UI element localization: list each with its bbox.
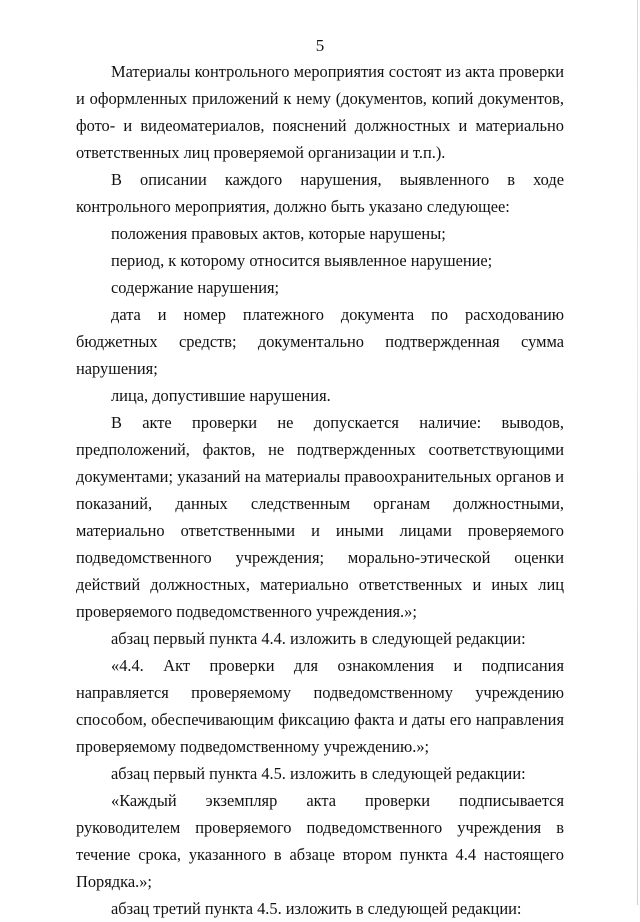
document-body xyxy=(76,58,564,922)
list-item-period: период, к которому относится выявленное нарушение; xyxy=(111,251,493,270)
paragraph-violation-description: В описании каждого нарушения, выявленного в ходе контрольного мероприятия, должно быть указано следующее: xyxy=(76,170,564,216)
paragraph-act-restrictions: В акте проверки не допускается наличие: выводов, предположений, фактов, не подтвержденных соответствующими документами; указаний на материалы правоохранительных органов и показаний, данных следственным органам должностными, материально ответственными и иными лицами проверяемого подведомственного учреждения; морально-этической оценки действий должностных, материально ответственных и иных лиц проверяемого подведомственного учреждения.»; xyxy=(76,413,564,621)
list-item-legal-acts: положения правовых актов, которые нарушены; xyxy=(111,224,446,243)
page-number: 5 xyxy=(315,36,325,55)
paragraph-amend-4-5-third: абзац третий пункта 4.5. изложить в следующей редакции: xyxy=(111,899,522,918)
paragraph-amend-4-4: абзац первый пункта 4.4. изложить в следующей редакции: xyxy=(111,629,526,648)
paragraph-amend-4-5-first: абзац первый пункта 4.5. изложить в следующей редакции: xyxy=(111,764,526,783)
paragraph-quote-4-5: «Каждый экземпляр акта проверки подписывается руководителем проверяемого подведомственного учреждения в течение срока, указанного в абзаце втором пункта 4.4 настоящего Порядка.»; xyxy=(76,791,564,891)
list-item-payment-document: дата и номер платежного документа по расходованию бюджетных средств; документально подтвержденная сумма нарушения; xyxy=(76,305,564,378)
paragraph-quote-4-4: «4.4. Акт проверки для ознакомления и подписания направляется проверяемому подведомственному учреждению способом, обеспечивающим фиксацию факта и даты его направления проверяемому подведомственному учреждению.»; xyxy=(76,656,564,756)
paragraph-materials: Материалы контрольного мероприятия состоят из акта проверки и оформленных приложений к нему (документов, копий документов, фото- и видеоматериалов, пояснений должностных и материально ответственных лиц проверяемой организации и т.п.). xyxy=(76,62,564,162)
scan-edge xyxy=(637,0,638,905)
list-item-content: содержание нарушения; xyxy=(111,278,280,297)
list-item-persons: лица, допустившие нарушения. xyxy=(111,386,331,405)
